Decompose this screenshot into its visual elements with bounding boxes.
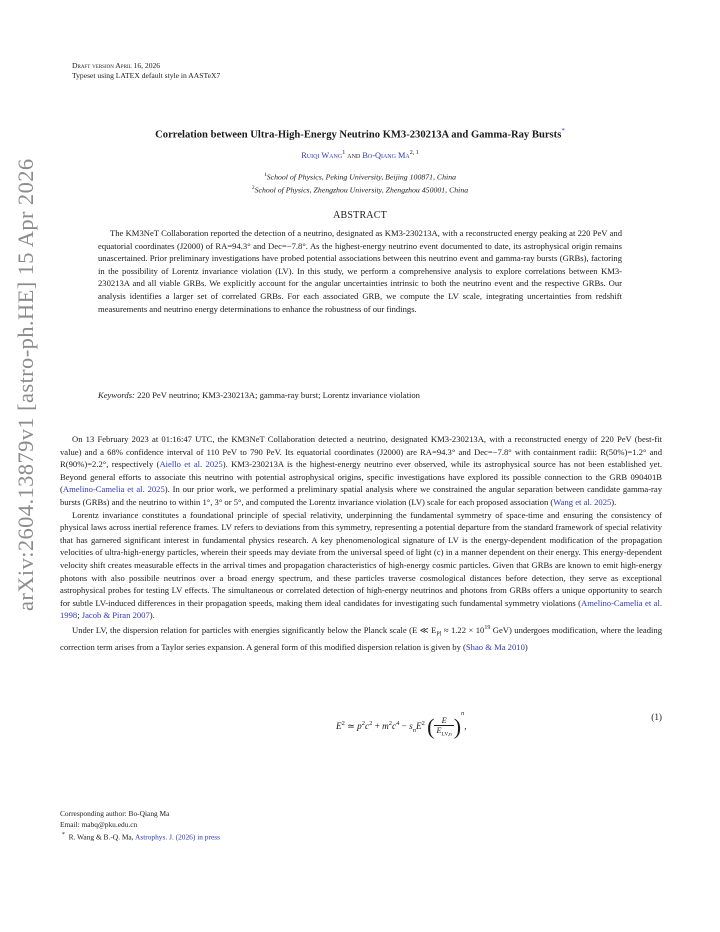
abstract-heading: ABSTRACT: [333, 210, 387, 221]
paragraph-2-text-a: Lorentz invariance constitutes a foundational principle of special relativity, underpinning the fundamental symmetry of space-time and ensuring the consistency of physical laws across inertial reference frames. LV refers to deviations from this symmetry, representing a potential departure from the standard framework of special relativity that has garnered significant interest in fundamental physics research. A key phenomenological signature of LV is the energy-dependent modification of the propagation velocities of ultra-high-energy particles, wherein their speeds may deviate from the universal speed of light (c) in a manner dependent on their energy. This energy-dependent velocity shift creates measurable effects in the arrival times and propagation characteristics of high-energy cosmic particles. Given that GRBs are known to emit high-energy photons with also possibile neutrinos over a broad energy spectrum, and these particles traverse cosmological distances before detection, they serve as exceptional astrophysical probes for testing LV effects. The simultaneous or correlated detection of high-energy neutrinos and photons from GRBs offers a unique opportunity to search for subtle LV-induced differences in their propagation speeds, making them ideal candidates for investigating such fundamental symmetry violations (: [60, 509, 662, 608]
title-footnote: [60, 830, 560, 842]
eq-open-paren: (: [427, 713, 435, 739]
eq-frac-den-subscript: LV,n: [441, 731, 452, 738]
paper-title-text: Correlation between Ultra-High-Energy Neutrino KM3-230213A and Gamma-Ray Bursts: [155, 129, 562, 141]
typeset-line: Typeset using LATEX default style in AASTeX7: [72, 71, 221, 80]
abstract-body: [98, 227, 622, 315]
paragraph-3-text-b: ≈ 1.22 × 10: [441, 624, 485, 635]
citation-amelino-camelia-2025[interactable]: Amelino-Camelia et al. 2025: [62, 484, 165, 495]
paragraph-1: [60, 433, 662, 509]
paragraph-1-text-d: ).: [611, 496, 617, 507]
affiliation-1-text: School of Physics, Peking University, Beijing 100871, China: [266, 172, 456, 182]
equation-body: $E^2$ ≃ $p^2c^2 + m^2c^4 - s_nE^2$ ( $\frac{E}{E_{LV,n}}$ )$^n$,: [336, 710, 467, 739]
paragraph-3-text-c: GeV) undergoes modification, where the leading correction term arises from a Taylor series expansion. A general form of this modified dispersion relation is given by (: [60, 624, 662, 653]
eq-energy-term: E: [415, 721, 422, 731]
eq-momentum: p: [357, 721, 362, 731]
affiliation-2: [60, 183, 660, 196]
citation-jacob-piran-2007[interactable]: Jacob & Piran 2007: [81, 610, 150, 621]
eq-frac-denominator: [434, 726, 453, 738]
paper-title: [60, 127, 660, 141]
paragraph-3-text-a: Under LV, the dispersion relation for particles with energies significantly below the Planck scale (E ≪ E: [72, 624, 437, 635]
abstract-text: The KM3NeT Collaboration reported the detection of a neutrino, designated as KM3-230213A, with a reconstructed energy peaking at 220 PeV and equatorial coordinates (J2000) of RA=94.3° and Dec=−7.8°. As the highest-energy neutrino event documented to date, its astrophysical origin remains unascertained. Prior preliminary investigations have probed potential associations between this neutrino event and gamma-ray bursts (GRBs), factoring in the possibility of Lorentz invariance violation (LV). In this study, we perform a comprehensive analysis to explore correlations between KM3-230213A and all viable GRBs. We explicitly account for the angular uncertainties intrinsic to both the neutrino event and the respective GRBs. Our analysis identifies a larger set of correlated GRBs. For each associated GRB, we compute the LV scale, integrating uncertainties from redshift measurements and neutrino energy determinations to enhance the robustness of our findings.: [98, 228, 622, 314]
paragraph-3: [60, 622, 662, 654]
affiliation-1: [60, 170, 660, 183]
eq-power-n: n: [461, 710, 465, 717]
eq-close-paren: ): [453, 713, 462, 739]
paragraph-3-text-d: ): [524, 642, 528, 653]
eq-light-speed-2: c: [392, 721, 397, 731]
paragraph-1-text-c: ). In our prior work, we performed a preliminary spatial analysis where we constrained the angular separation between candidate gamma-ray bursts (GRBs) and the neutrino to within 1°, 3° or 5°, and computed the Lorentz invariance violation (LV) scale for each proposed association (: [60, 484, 662, 507]
body-text: [60, 433, 662, 654]
author-link-wang[interactable]: Ruiqi Wang: [301, 150, 343, 160]
paragraph-1-text-a: On 13 February 2023 at 01:16:47 UTC, the KM3NeT Collaboration detected a neutrino, designated KM3-230213A, with a reconstructed energy of 220 PeV (best-fit value) and a 68% confidence interval of 110 PeV to 790 PeV. Its equatorial coordinates (J2000) are RA=94.3° and Dec=−7.8° with containment radii: R(50%)=1.2° and R(90%)=2.2°, respectively (: [60, 434, 662, 470]
author-email: Email: mabq@pku.edu.cn: [60, 820, 138, 829]
planck-exponent: 19: [484, 624, 491, 631]
corresponding-author: Corresponding author: Bo-Qiang Ma: [60, 809, 170, 818]
affiliation-1-sup: 1: [263, 172, 267, 178]
eq-frac-numerator: E: [434, 716, 453, 726]
citation-separator: ;: [77, 610, 82, 621]
equation-1: [60, 704, 662, 738]
eq-lhs-energy: E: [336, 721, 342, 731]
eq-light-speed-1: c: [365, 721, 370, 731]
author1-affil-sup: 1: [342, 150, 346, 156]
planck-subscript: Pl: [436, 631, 442, 638]
draft-version-line: Draft version April 16, 2026: [72, 61, 161, 70]
equation-number: (1): [651, 712, 662, 722]
author2-affil-sup: 2, 1: [409, 150, 419, 156]
title-footnote-text: R. Wang & B.-Q. Ma,: [68, 832, 134, 842]
keywords-text: 220 PeV neutrino; KM3-230213A; gamma-ray burst; Lorentz invariance violation: [137, 390, 420, 400]
affiliations: [60, 170, 660, 196]
title-footnote-star: *: [61, 832, 65, 838]
affiliation-2-sup: 2: [251, 185, 255, 192]
author-list: [60, 150, 660, 160]
journal-link[interactable]: Astrophys. J. (2026) in press: [134, 832, 220, 842]
paragraph-1-text-b: ). KM3-230213A is the highest-energy neutrino ever observed, while its astrophysical source has not been established yet. Beyond general efforts to associate this neutrino with potential astrophysical origins, specific investigations have explored its possible connection to the GRB 090401B (: [60, 459, 662, 495]
affiliation-2-text: School of Physics, Zhengzhou University, Zhengzhou 450001, China: [254, 185, 469, 195]
citation-amelino-camelia-1998[interactable]: Amelino-Camelia et al. 1998: [60, 597, 662, 621]
paragraph-2: [60, 509, 662, 622]
eq-sign-subscript: n: [412, 726, 416, 734]
arxiv-sidebar-stamp: arXiv:2604.13879v1 [astro-ph.HE] 15 Apr 2026: [13, 158, 38, 611]
eq-frac-den-energy: E: [436, 726, 442, 736]
citation-shao-ma-2010[interactable]: Shao & Ma 2010: [465, 642, 525, 653]
paragraph-2-text-b: ).: [149, 610, 155, 621]
footnotes: [60, 808, 560, 842]
author-conjunction: and: [347, 150, 361, 160]
eq-fraction: [434, 716, 453, 738]
eq-mass: m: [382, 721, 389, 731]
author-link-ma[interactable]: Bo-Qiang Ma: [362, 150, 410, 160]
keywords-label: Keywords:: [98, 390, 135, 400]
draft-header: [72, 61, 220, 81]
citation-aiello-2025[interactable]: Aiello et al. 2025: [159, 459, 223, 470]
eq-sign-factor: s: [409, 721, 413, 731]
citation-wang-2025[interactable]: Wang et al. 2025: [553, 496, 612, 507]
keywords: [98, 390, 638, 400]
title-footnote-mark[interactable]: *: [561, 127, 565, 135]
